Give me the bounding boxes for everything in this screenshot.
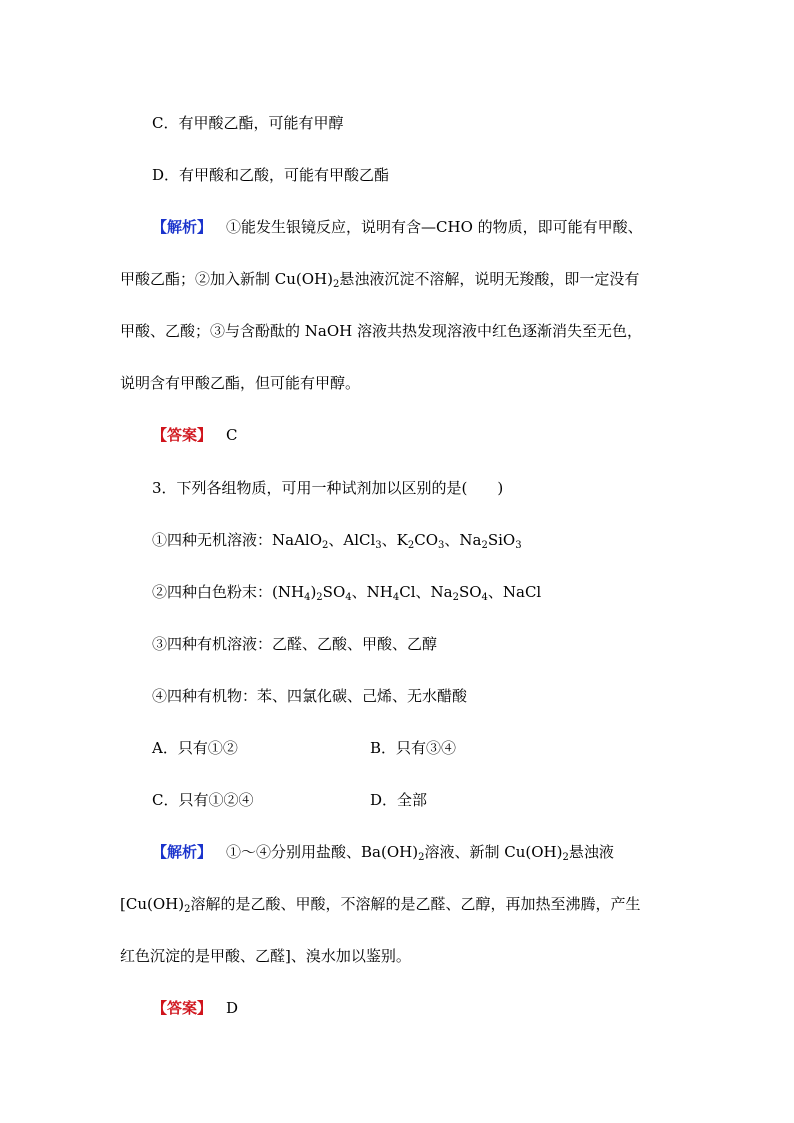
q3-option-b: B．只有③④ bbox=[370, 739, 457, 757]
q3-analysis-line-3: 红色沉淀的是甲酸、乙醛]、溴水加以鉴别。 bbox=[120, 947, 411, 965]
q3-item-3: ③四种有机溶液：乙醛、乙酸、甲酸、乙醇 bbox=[152, 635, 438, 653]
q3-answer-line bbox=[152, 998, 238, 1018]
analysis-tag: 【解析】 bbox=[152, 843, 213, 861]
answer-value: D bbox=[226, 999, 239, 1017]
q3-option-d: D．全部 bbox=[370, 791, 428, 809]
q3-item-2: ②四种白色粉末：$(NH_4)_2SO_4$、$NH_4Cl$、$Na_2SO_4$、NaCl bbox=[152, 583, 542, 603]
q3-option-c: C．只有①②④ bbox=[152, 791, 254, 809]
option-d: D．有甲酸和乙酸，可能有甲酸乙酯 bbox=[152, 166, 390, 184]
answer-tag: 【答案】 bbox=[152, 999, 213, 1017]
analysis-line-1 bbox=[152, 217, 643, 237]
analysis-tag: 【解析】 bbox=[152, 218, 213, 236]
q3-option-a: A．只有①② bbox=[152, 739, 238, 757]
answer-line bbox=[152, 425, 238, 445]
analysis-line-2: 甲酸乙酯；②加入新制 $Cu(OH)_2$悬浊液沉淀不溶解，说明无羧酸，即一定没有 bbox=[120, 270, 640, 290]
answer-value: C bbox=[226, 426, 238, 444]
analysis-text: ①能发生银镜反应，说明有含—CHO 的物质，即可能有甲酸、 bbox=[226, 218, 643, 236]
option-c: C．有甲酸乙酯，可能有甲醇 bbox=[152, 114, 344, 132]
q3-item-1: ①四种无机溶液：NaAlO$_2$、AlCl$_3$、$K_2CO_3$、$Na_2SiO_3$ bbox=[152, 531, 522, 551]
q3-analysis-line-1: 【解析】 ①～④分别用盐酸、$Ba(OH)_2$溶液、新制 $Cu(OH)_2$悬浊液 bbox=[152, 843, 614, 863]
analysis-line-4: 说明含有甲酸乙酯，但可能有甲醇。 bbox=[120, 374, 361, 392]
q3-analysis-line-2: [$Cu(OH)_2$溶解的是乙酸、甲酸，不溶解的是乙醛、乙醇，再加热至沸腾，产生 bbox=[120, 895, 641, 915]
analysis-line-3: 甲酸、乙酸；③与含酚酞的 NaOH 溶液共热发现溶液中红色逐渐消失至无色， bbox=[120, 322, 642, 340]
question-3-stem: 3．下列各组物质，可用一种试剂加以区别的是( ) bbox=[152, 479, 504, 497]
answer-tag: 【答案】 bbox=[152, 426, 213, 444]
q3-item-4: ④四种有机物：苯、四氯化碳、己烯、无水醋酸 bbox=[152, 687, 468, 705]
